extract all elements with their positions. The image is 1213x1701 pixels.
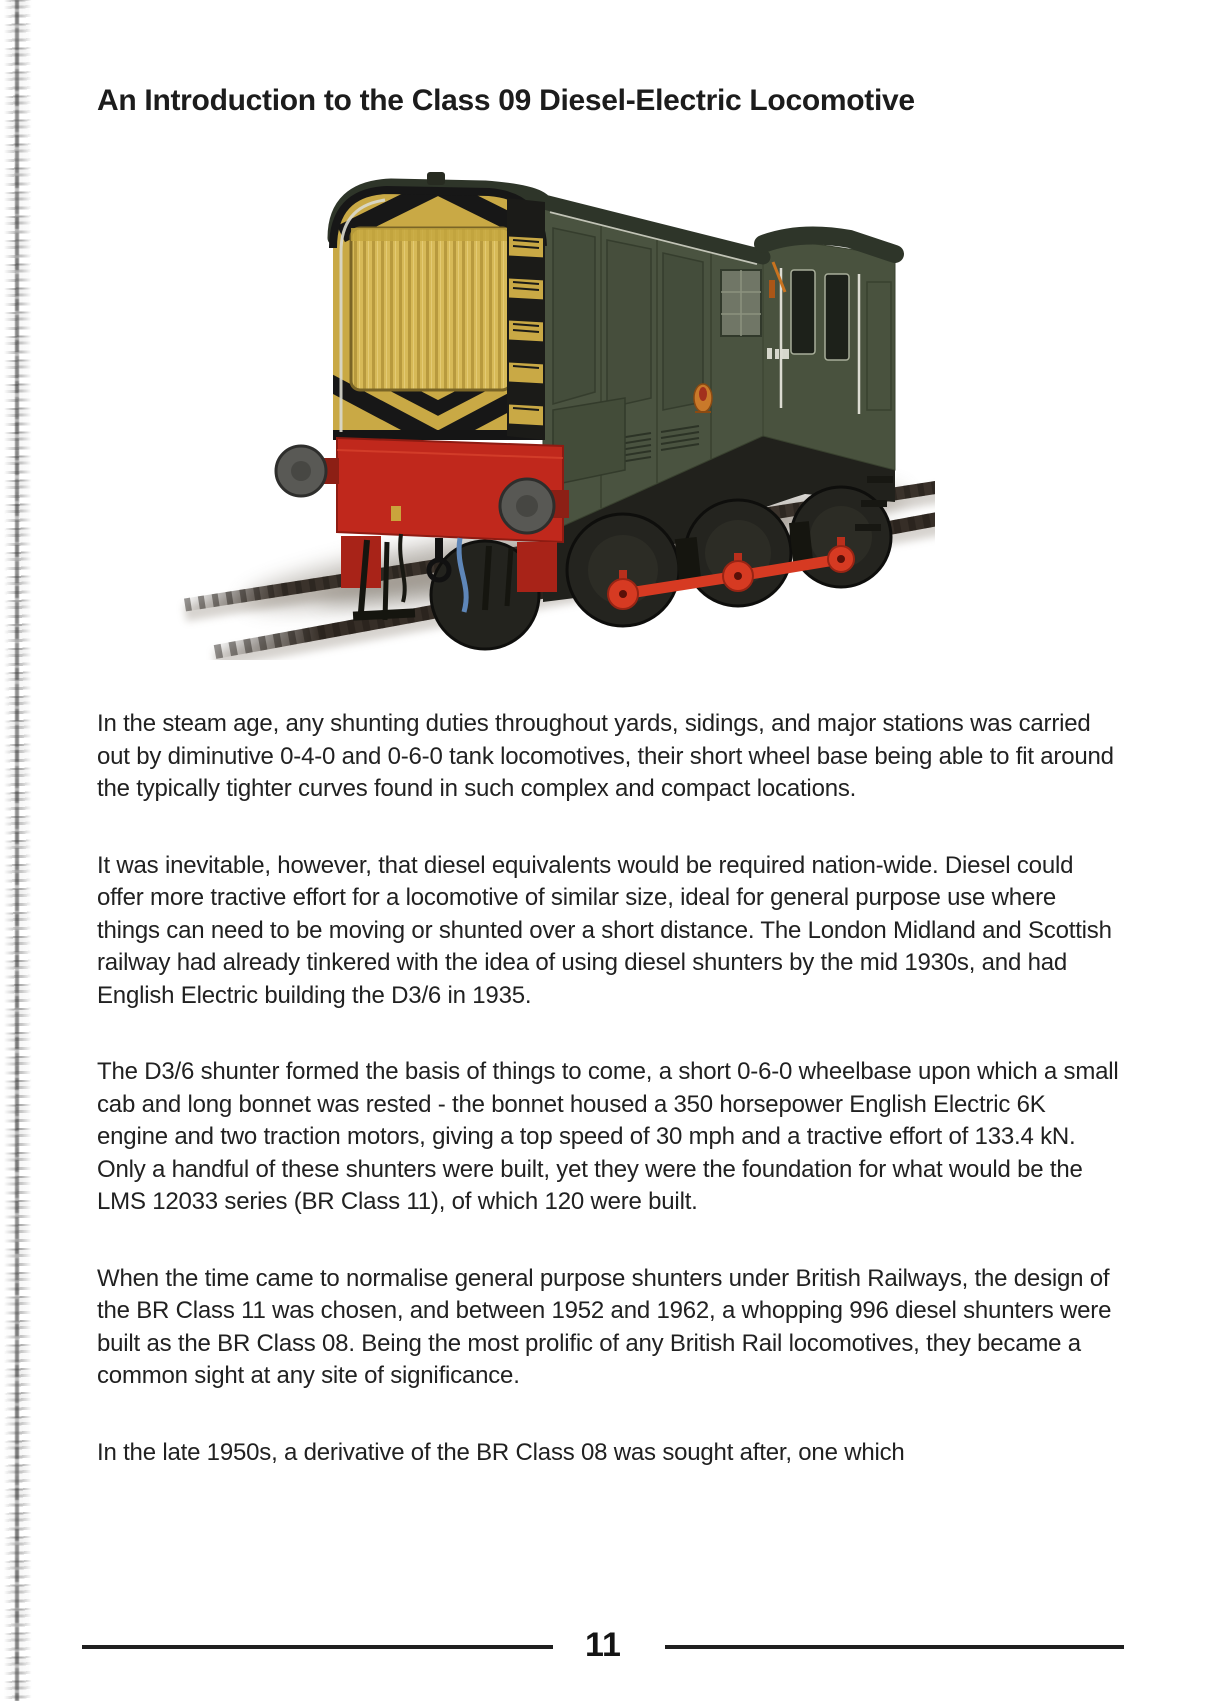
paragraph: It was inevitable, however, that diesel equivalents would be required nation-wide. Diesel could offer more tractive effort for a locomotive of similar size, ideal for general purpose use where things can need to be moving or shunted over a short distance. The London Midland and Scottish railway had already tinkered with the idea of using diesel shunters by the mid 1930s, and had English Electric building the D3/6 in 1935.: [97, 851, 1112, 1009]
cab-window: [791, 270, 815, 354]
cab-window: [825, 274, 849, 360]
corner-warning-stripes: [507, 198, 545, 440]
paragraph: In the steam age, any shunting duties throughout yards, sidings, and major stations was carried out by diminutive 0-4-0 and 0-6-0 tank locomotives, their short wheel base being able to fit around the typically tighter curves found in such complex and compact locations.: [97, 710, 1114, 802]
paragraph: The D3/6 shunter formed the basis of things to come, a short 0-6-0 wheelbase upon which a small cab and long bonnet was rested - the bonnet housed a 350 horsepower English Electric 6K engine and two traction motors, giving a top speed of 30 mph and a tractive effort of 133.4 kN. Only a handful of these shunters were built, yet they were the foundation for what would be the LMS 12033 series (BR Class 11), of which 120 were built.: [97, 1058, 1119, 1215]
paragraph: In the late 1950s, a derivative of the BR Class 08 was sought after, one which: [97, 1438, 905, 1466]
radiator-grille: [351, 228, 511, 390]
locomotive-illustration: [155, 140, 935, 660]
loco-side-number: [767, 348, 789, 359]
locomotive-body: [276, 172, 895, 649]
paragraph: When the time came to normalise general purpose shunters under British Railways, the design of the BR Class 11 was chosen, and between 1952 and 1962, a whopping 996 diesel shunters were built as the BR Class 08. Being the most prolific of any British Rail locomotives, they became a common sight at any site of significance.: [97, 1264, 1112, 1389]
footer-rule-left: [82, 1645, 553, 1649]
page-binding-texture: [4, 0, 34, 1701]
locomotive-figure: [155, 140, 935, 660]
page-number: 11: [585, 1626, 621, 1664]
footer-rule-right: [665, 1645, 1124, 1649]
br-crest-emblem: [694, 384, 712, 412]
article-body: [97, 708, 1122, 1513]
page-title: An Introduction to the Class 09 Diesel-Electric Locomotive: [97, 84, 915, 117]
page-binding-texture-core: [15, 0, 19, 1701]
